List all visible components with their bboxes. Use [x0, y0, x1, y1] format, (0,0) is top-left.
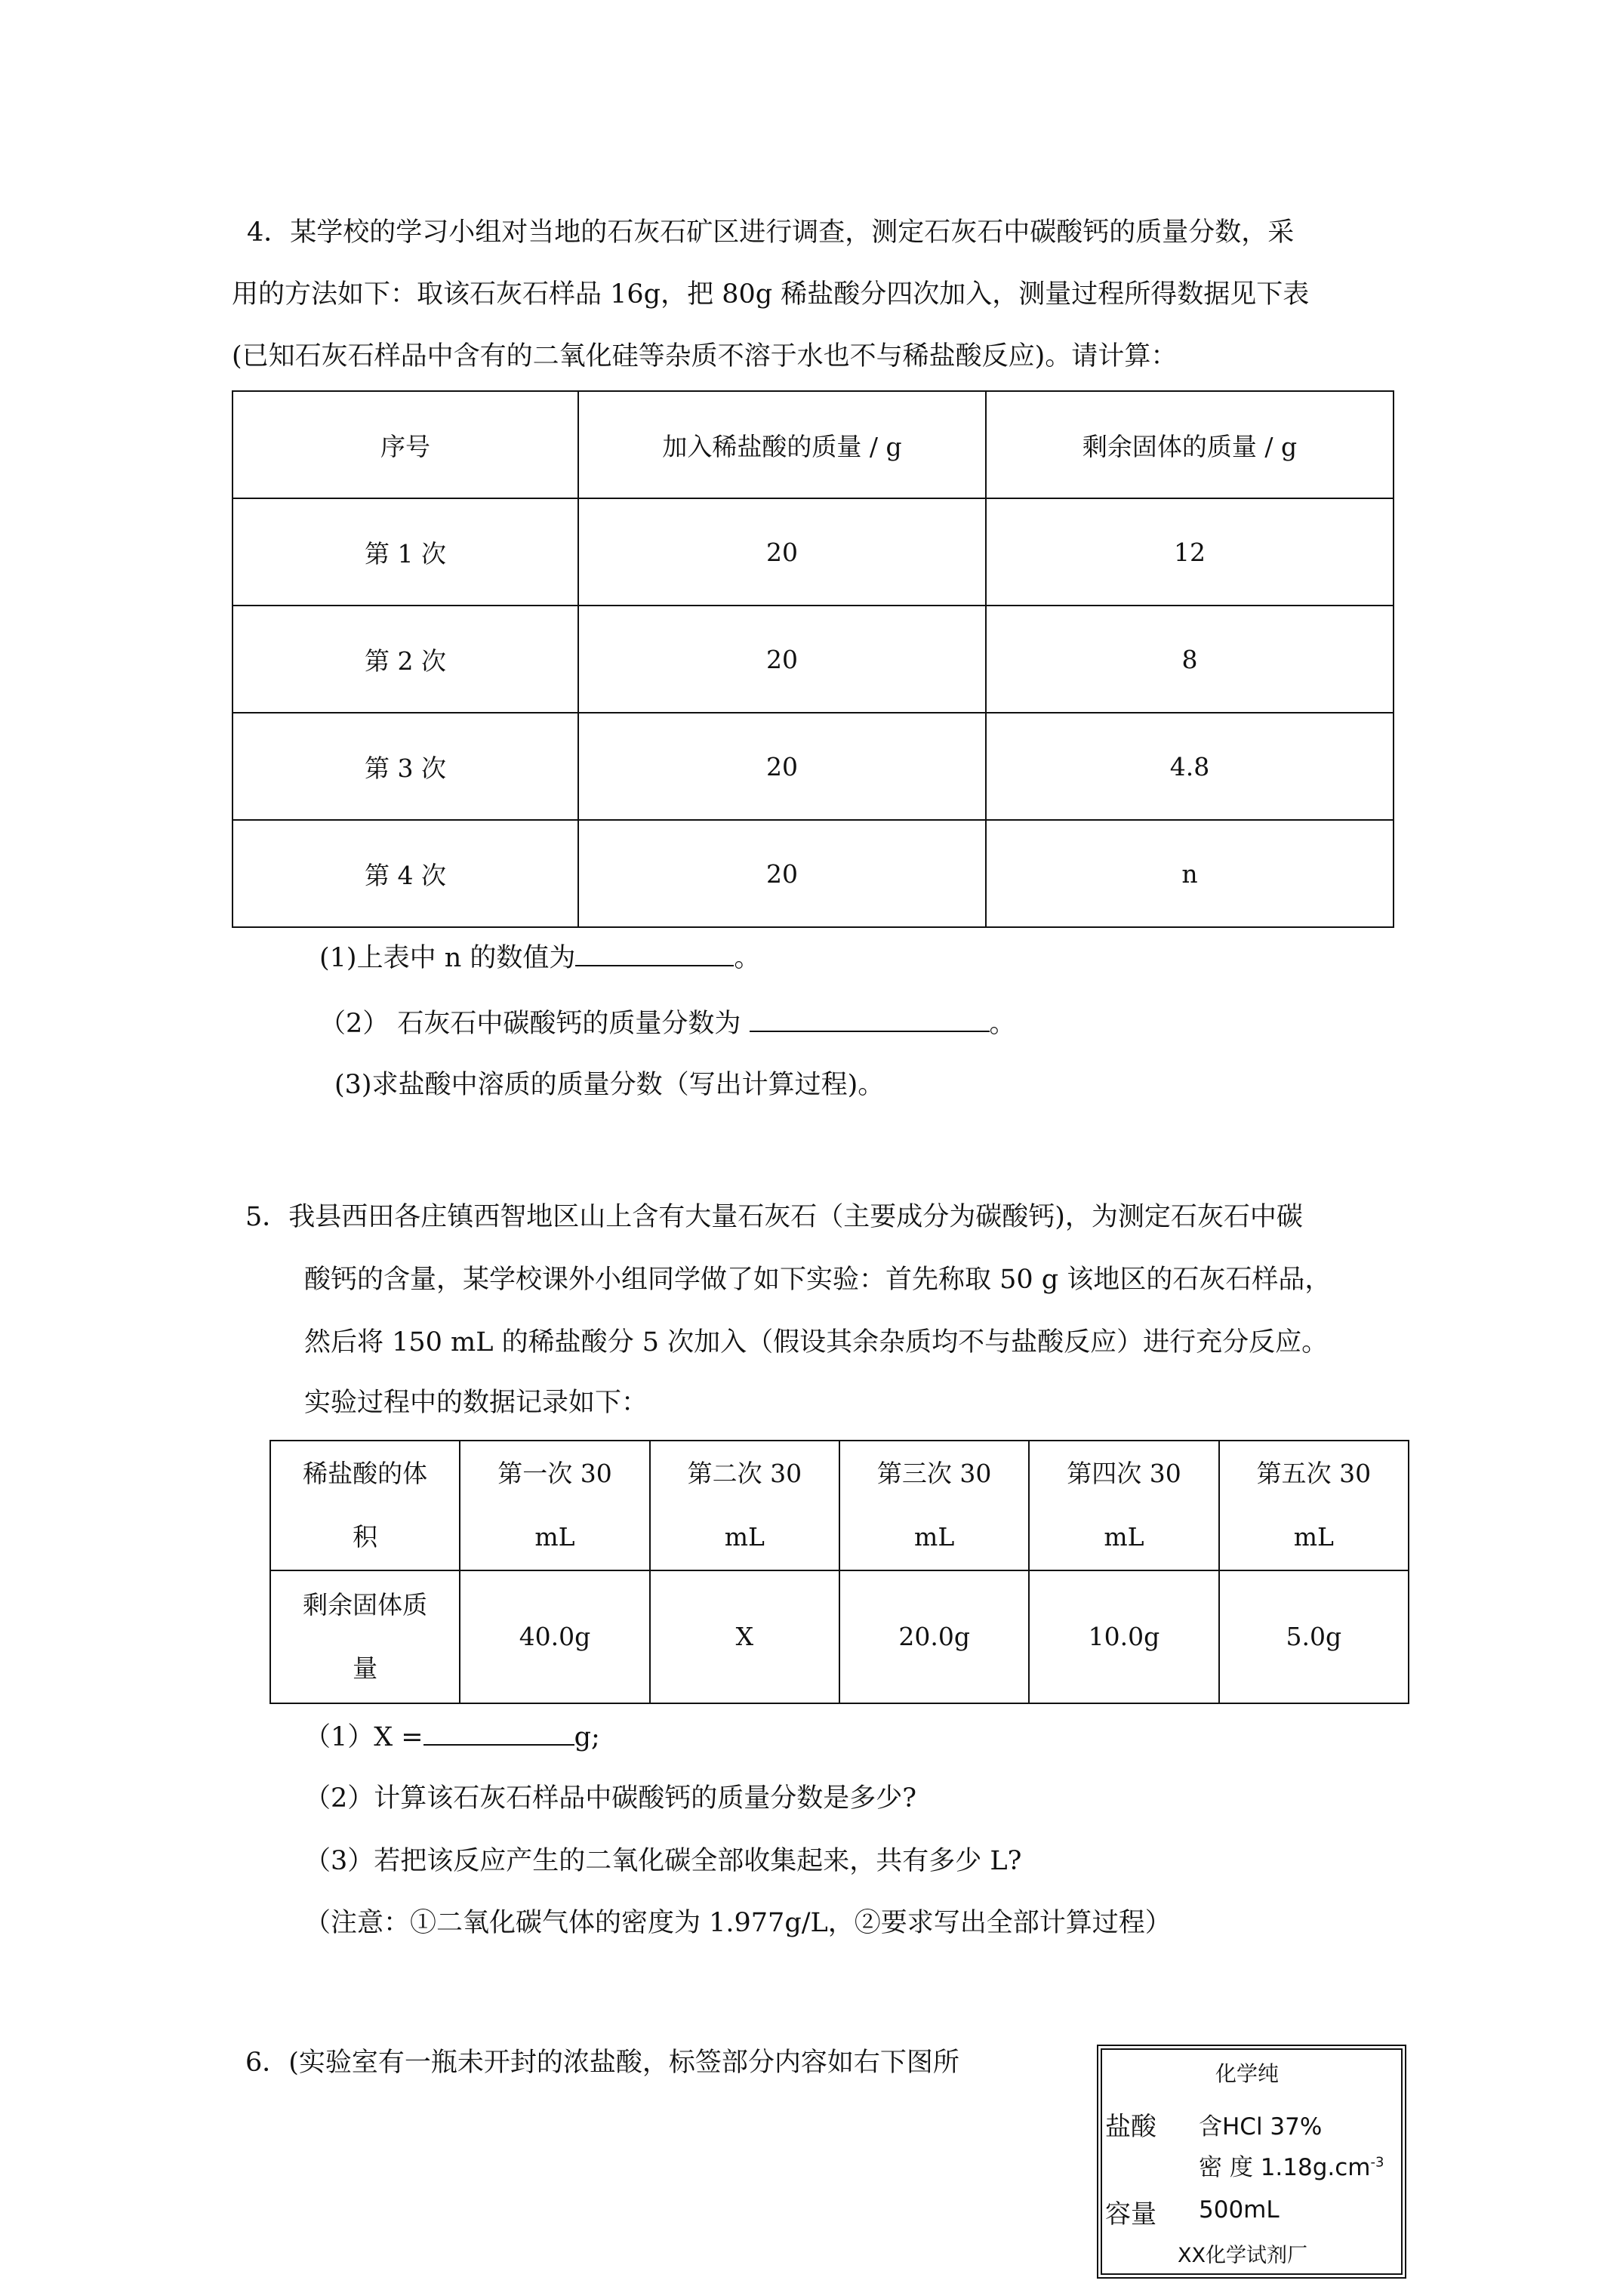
q4-data-table [232, 390, 1394, 928]
label-maker: XX化学试剂厂 [1178, 2244, 1307, 2267]
table-cell: 10.0g [1029, 1570, 1218, 1703]
table-header-row [233, 391, 1394, 498]
reagent-label [1097, 2045, 1406, 2279]
table-row [270, 1570, 1409, 1703]
header-line: 第四次 30 [1067, 1459, 1181, 1488]
header-line: 第二次 30 [687, 1459, 802, 1488]
header-line: 第三次 30 [876, 1459, 992, 1488]
header-cell [650, 1441, 839, 1570]
table-cell: 20.0g [839, 1570, 1029, 1703]
table-cell: 20 [578, 606, 986, 713]
q5-line-4: 实验过程中的数据记录如下： [304, 1388, 648, 1418]
q5-line-1: 5．我县西田各庄镇西智地区山上含有大量石灰石（主要成分为碳酸钙)，为测定石灰石中碳 [245, 1202, 1303, 1232]
q5-data-table [269, 1440, 1409, 1704]
label-volume: 500mL [1199, 2196, 1280, 2224]
header-line: mL [724, 1522, 765, 1552]
answer-blank[interactable] [575, 942, 734, 966]
q5-sub-question-3: （3）若把该反应产生的二氧化碳全部收集起来，共有多少 L? [304, 1846, 1022, 1876]
row-label-line: 剩余固体质 [303, 1590, 428, 1620]
label-density [1199, 2148, 1384, 2182]
answer-blank[interactable] [423, 1721, 574, 1746]
label-content: 含HCl 37% [1199, 2113, 1323, 2140]
table-cell: 20 [578, 498, 986, 606]
table-cell: 第 4 次 [233, 820, 578, 927]
q4-sub2-end: 。 [989, 1009, 1016, 1039]
header-cell [839, 1441, 1029, 1570]
header-line: mL [1293, 1522, 1334, 1552]
table-cell: 20 [578, 713, 986, 820]
table-row [233, 713, 1394, 820]
q4-sub-question-2 [319, 1008, 1016, 1039]
header-line: 第一次 30 [497, 1459, 612, 1488]
q5-line-2: 酸钙的含量，某学校课外小组同学做了如下实验：首先称取 50 g 该地区的石灰石样品， [304, 1265, 1332, 1295]
q4-sub1-end: 。 [734, 943, 761, 973]
q5-sub-question-2: （2）计算该石灰石样品中碳酸钙的质量分数是多少? [304, 1783, 917, 1814]
table-cell: X [650, 1570, 839, 1703]
header-line: 稀盐酸的体 [303, 1459, 428, 1488]
header-cell [1029, 1441, 1218, 1570]
q4-sub1-text: (1)上表中 n 的数值为 [319, 943, 576, 973]
q4-line-1: 4．某学校的学习小组对当地的石灰石矿区进行调查，测定石灰石中碳酸钙的质量分数，采 [247, 217, 1295, 248]
q4-line-3: (已知石灰石样品中含有的二氧化硅等杂质不溶于水也不与稀盐酸反应)。请计算： [232, 341, 1178, 371]
table-row [233, 606, 1394, 713]
label-density-text: 密 度 1.18g.cm [1199, 2154, 1371, 2181]
row-label-line: 量 [353, 1653, 378, 1683]
header-cell: 加入稀盐酸的质量 / g [578, 391, 986, 498]
table-row [233, 498, 1394, 606]
label-name-key: 盐酸 [1105, 2112, 1156, 2142]
table-cell: 第 2 次 [233, 606, 578, 713]
header-line: mL [534, 1522, 575, 1552]
table-cell: 8 [986, 606, 1394, 713]
label-volume-key: 容量 [1105, 2199, 1156, 2230]
q5-sub1-text: （1）X = [304, 1722, 423, 1752]
q4-sub2-text: （2） 石灰石中碳酸钙的质量分数为 [319, 1009, 750, 1039]
header-line: mL [1104, 1522, 1144, 1552]
table-header-row [270, 1441, 1409, 1570]
header-cell [460, 1441, 649, 1570]
q4-sub-question-3: (3)求盐酸中溶质的质量分数（写出计算过程)。 [334, 1070, 885, 1100]
header-cell [1219, 1441, 1409, 1570]
q6-line-1: 6．(实验室有一瓶未开封的浓盐酸，标签部分内容如右下图所 [245, 2048, 959, 2078]
table-cell: 第 3 次 [233, 713, 578, 820]
table-cell: 4.8 [986, 713, 1394, 820]
q5-line-3: 然后将 150 mL 的稀盐酸分 5 次加入（假设其余杂质均不与盐酸反应）进行充分反应。 [304, 1327, 1329, 1358]
q5-note: （注意：①二氧化碳气体的密度为 1.977g/L，②要求写出全部计算过程） [304, 1908, 1172, 1938]
answer-blank[interactable] [750, 1008, 990, 1032]
table-cell: 5.0g [1219, 1570, 1409, 1703]
table-row [233, 820, 1394, 927]
header-line: 第五次 30 [1256, 1459, 1372, 1488]
header-cell [270, 1441, 460, 1570]
header-line: mL [914, 1522, 955, 1552]
table-cell: 20 [578, 820, 986, 927]
q4-line-2: 用的方法如下：取该石灰石样品 16g，把 80g 稀盐酸分四次加入，测量过程所得数据见下表 [232, 279, 1310, 310]
q4-sub-question-1 [319, 942, 760, 973]
table-cell: n [986, 820, 1394, 927]
label-title: 化学纯 [1215, 2061, 1280, 2086]
table-cell: 40.0g [460, 1570, 649, 1703]
label-density-exponent: -3 [1370, 2154, 1384, 2171]
table-cell: 12 [986, 498, 1394, 606]
q5-sub1-end: g; [574, 1722, 600, 1752]
table-cell: 第 1 次 [233, 498, 578, 606]
header-line: 积 [353, 1522, 378, 1552]
header-cell: 序号 [233, 391, 578, 498]
header-cell: 剩余固体的质量 / g [986, 391, 1394, 498]
q5-sub-question-1 [304, 1721, 600, 1752]
row-label-cell [270, 1570, 460, 1703]
